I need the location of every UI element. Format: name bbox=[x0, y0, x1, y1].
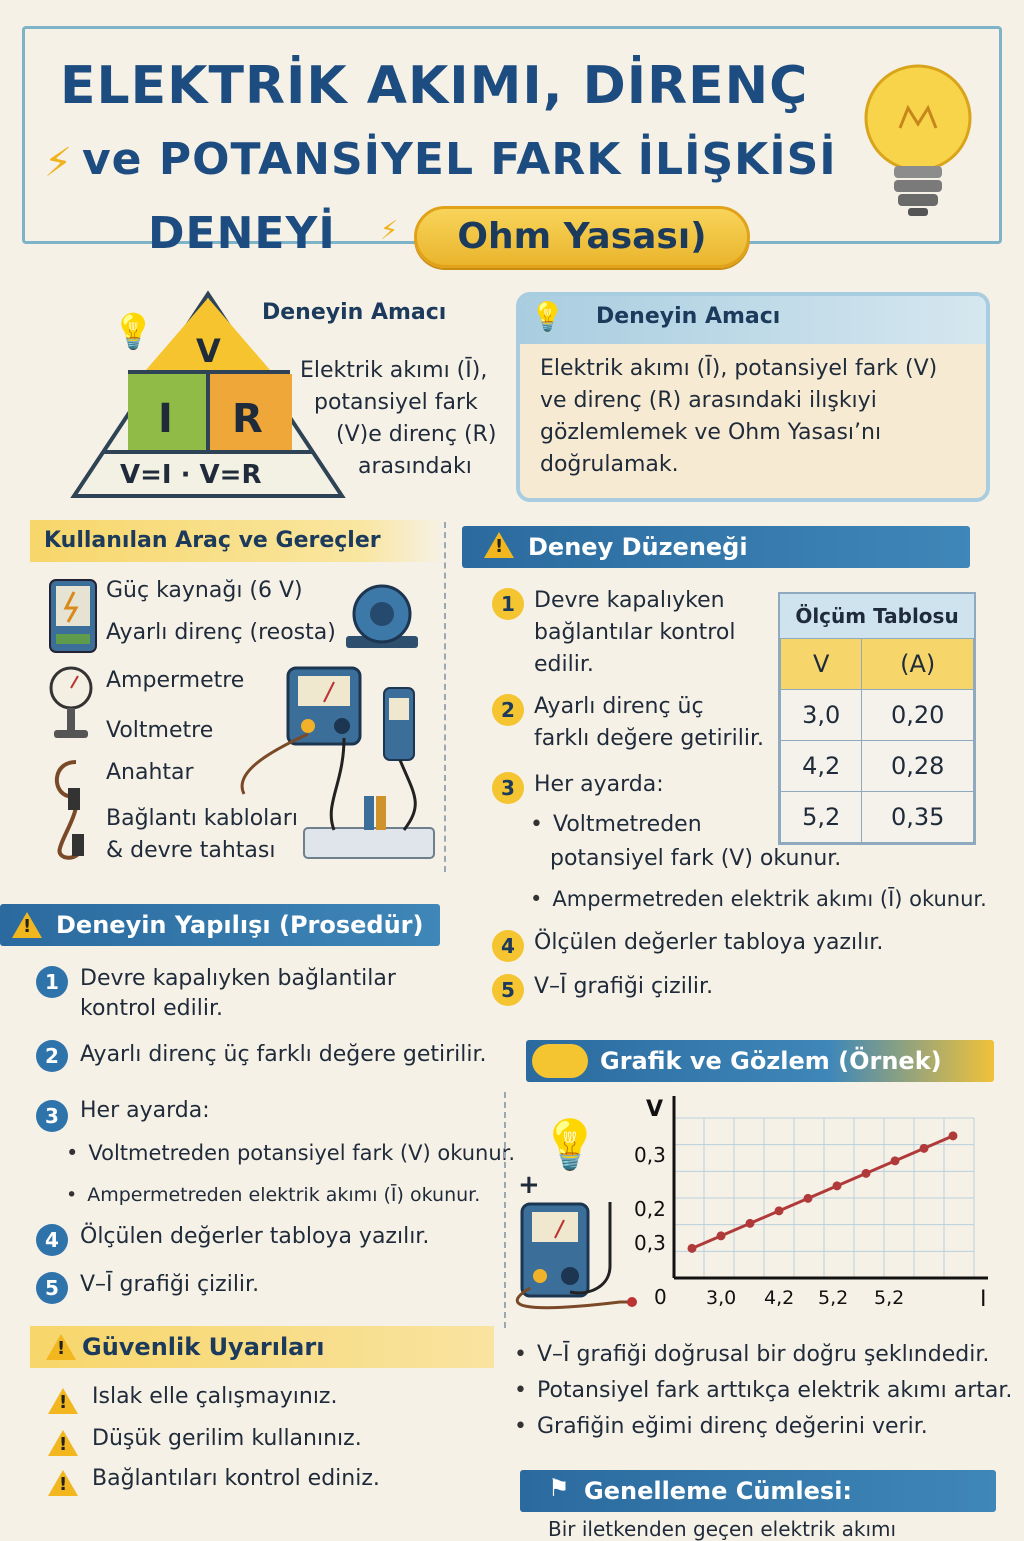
lightning-icon: ⚡ bbox=[380, 216, 399, 246]
observation-item: • Potansiyel fark arttıkça elektrik akımı artar. bbox=[514, 1376, 1012, 1406]
setup-step-text: Ayarlı direnç üç bbox=[534, 694, 704, 719]
step-number: 5 bbox=[36, 1272, 68, 1304]
setup-step-text: edilir. bbox=[534, 652, 594, 677]
measurement-table bbox=[778, 592, 976, 845]
data-point bbox=[920, 1144, 929, 1153]
procedure-step: Ölçülen değerler tabloya yazılır. bbox=[80, 1224, 430, 1249]
triangle-formula: V=I · V=R bbox=[120, 460, 262, 490]
step-number: 1 bbox=[492, 588, 524, 620]
cable-icon bbox=[48, 752, 104, 864]
title-line-1: ELEKTRİK AKIMI, DİRENÇ bbox=[60, 56, 809, 116]
warning-icon bbox=[48, 1388, 78, 1414]
aim-left-line: potansiyel fark bbox=[314, 390, 478, 415]
procedure-bullet: • Voltmetreden potansiyel fark (V) okunur. bbox=[66, 1138, 515, 1168]
x-tick-label: 4,2 bbox=[764, 1287, 795, 1309]
table-cell: 0,35 bbox=[862, 792, 974, 843]
tool-item: & devre tahtası bbox=[106, 838, 276, 863]
step-number: 1 bbox=[36, 966, 68, 998]
table-cell: 5,2 bbox=[781, 792, 862, 843]
triangle-i: I bbox=[158, 396, 173, 442]
table-cell: 0,20 bbox=[862, 690, 974, 741]
step-number: 2 bbox=[492, 694, 524, 726]
rheostat-icon bbox=[340, 582, 424, 652]
lightning-icon: ⚡ bbox=[44, 140, 73, 186]
tool-item: Bağlantı kabloları bbox=[106, 806, 298, 831]
procedure-heading: Deneyin Yapılışı (Prosedür) bbox=[0, 904, 440, 946]
x-tick-label: 5,2 bbox=[818, 1287, 849, 1309]
flag-icon: ⚑ bbox=[548, 1474, 570, 1502]
aim-left-line: Elektrik akımı (Ī), bbox=[300, 358, 488, 383]
setup-step-text: Ölçülen değerler tabloya yazılır. bbox=[534, 930, 884, 955]
safety-item: Düşük gerilim kullanınız. bbox=[92, 1426, 362, 1451]
setup-sub-text: potansiyel fark (V) okunur. bbox=[550, 846, 842, 871]
divider bbox=[444, 522, 446, 872]
warning-icon bbox=[12, 912, 42, 938]
setup-step-text: Her ayarda: bbox=[534, 772, 664, 797]
y-axis-label: V bbox=[646, 1097, 664, 1122]
aim-right-line: Elektrik akımı (Ī), potansiyel fark (V) bbox=[540, 356, 938, 381]
setup-step-text: farklı değere getirilir. bbox=[534, 726, 764, 751]
graph-heading: Grafik ve Gözlem (Örnek) bbox=[526, 1040, 994, 1082]
table-title: Ölçüm Tablosu bbox=[780, 594, 974, 638]
step-number: 2 bbox=[36, 1040, 68, 1072]
setup-sub-bullet: • Voltmetreden bbox=[530, 810, 702, 840]
procedure-step: Ayarlı direnç üç farklı değere getirilir. bbox=[80, 1042, 487, 1067]
safety-heading: Güvenlik Uyarıları bbox=[30, 1326, 494, 1368]
graph-badge-icon bbox=[532, 1044, 588, 1078]
data-point bbox=[717, 1231, 726, 1240]
x-tick-label: 0 bbox=[654, 1285, 667, 1309]
y-tick-label: 0,3 bbox=[634, 1231, 666, 1255]
v-i-chart bbox=[596, 1090, 996, 1322]
data-point bbox=[775, 1206, 784, 1215]
safety-item: Islak elle çalışmayınız. bbox=[92, 1384, 338, 1409]
table-cell: 4,2 bbox=[781, 741, 862, 792]
warning-icon bbox=[46, 1334, 76, 1360]
setup-heading: Deney Düzeneği bbox=[462, 526, 970, 568]
title-line-3: DENEYİ bbox=[148, 208, 336, 259]
light-bulb-icon: 💡 bbox=[540, 1117, 600, 1173]
step-number: 4 bbox=[492, 930, 524, 962]
setup-sub-bullet: • Ampermetreden elektrik akımı (Ī) okunur. bbox=[530, 884, 987, 914]
circuit-illustration bbox=[224, 664, 440, 870]
tools-heading: Kullanılan Araç ve Gereçler bbox=[30, 520, 444, 562]
aim-right-line: gözlemlemek ve Ohm Yasası’nı bbox=[540, 420, 882, 445]
warning-icon bbox=[48, 1470, 78, 1496]
light-bulb-icon bbox=[858, 58, 978, 220]
triangle-r: R bbox=[232, 396, 263, 442]
procedure-step: V–Ī grafiği çizilir. bbox=[80, 1272, 260, 1297]
title-line-2: ve POTANSİYEL FARK İLİŞKİSİ bbox=[82, 134, 837, 185]
table-cell: 0,28 bbox=[862, 741, 974, 792]
ammeter-icon bbox=[48, 664, 94, 744]
table-header: (A) bbox=[862, 639, 974, 690]
aim-right-line: ve direnç (R) arasındaki ilışkıyi bbox=[540, 388, 877, 413]
setup-step-text: V–Ī grafiği çizilir. bbox=[534, 974, 714, 999]
aim-left-line: (V)e direnç (R) bbox=[336, 422, 497, 447]
procedure-step: Devre kapalıyken bağlantilar bbox=[80, 966, 396, 991]
observation-item: • V–Ī grafiği doğrusal bir doğru şeklındedir. bbox=[514, 1340, 989, 1370]
step-number: 3 bbox=[36, 1100, 68, 1132]
procedure-step: Her ayarda: bbox=[80, 1098, 210, 1123]
aim-right-heading: Deneyin Amacı bbox=[596, 304, 781, 329]
light-bulb-icon: 💡 bbox=[530, 300, 565, 333]
tool-item: Güç kaynağı (6 V) bbox=[106, 578, 303, 603]
x-tick-label: 5,2 bbox=[874, 1287, 905, 1309]
data-point bbox=[891, 1156, 900, 1165]
x-axis-label: I bbox=[980, 1287, 987, 1312]
step-number: 3 bbox=[492, 772, 524, 804]
procedure-bullet: • Ampermetreden elektrik akımı (Ī) okunur. bbox=[66, 1180, 480, 1210]
setup-step-text: bağlantılar kontrol bbox=[534, 620, 736, 645]
general-text: Bir iletkenden geçen elektrik akımı bbox=[548, 1517, 897, 1541]
safety-item: Bağlantıları kontrol ediniz. bbox=[92, 1466, 380, 1491]
data-point bbox=[862, 1169, 871, 1178]
data-point bbox=[833, 1181, 842, 1190]
data-point bbox=[746, 1219, 755, 1228]
light-bulb-icon: 💡 bbox=[112, 312, 155, 352]
plus-sign: + bbox=[518, 1170, 540, 1200]
setup-step-text: Devre kapalıyken bbox=[534, 588, 725, 613]
tool-item: Ayarlı direnç (reosta) bbox=[106, 620, 336, 645]
data-point bbox=[688, 1244, 697, 1253]
data-point bbox=[949, 1131, 958, 1140]
step-number: 5 bbox=[492, 974, 524, 1006]
y-tick-label: 0,3 bbox=[634, 1143, 666, 1167]
power-supply-icon bbox=[48, 578, 98, 654]
aim-left-line: arasındakı bbox=[358, 454, 472, 479]
tool-item: Anahtar bbox=[106, 760, 194, 785]
warning-icon bbox=[484, 532, 514, 558]
step-number: 4 bbox=[36, 1224, 68, 1256]
warning-icon bbox=[48, 1430, 78, 1456]
y-tick-label: 0,2 bbox=[634, 1197, 666, 1221]
aim-left-heading: Deneyin Amacı bbox=[262, 300, 447, 325]
table-header: V bbox=[781, 639, 862, 690]
ohm-pill: Ohm Yasası) bbox=[414, 206, 750, 268]
procedure-step: kontrol edilir. bbox=[80, 996, 223, 1021]
tool-item: Voltmetre bbox=[106, 718, 214, 743]
triangle-v: V bbox=[196, 332, 221, 370]
data-point bbox=[804, 1194, 813, 1203]
table-cell: 3,0 bbox=[781, 690, 862, 741]
general-heading: Genelleme Cümlesi: bbox=[520, 1470, 996, 1512]
observation-item: • Grafiğin eğimi direnç değerini verir. bbox=[514, 1412, 928, 1442]
aim-right-line: doğrulamak. bbox=[540, 452, 679, 477]
x-tick-label: 3,0 bbox=[706, 1287, 737, 1309]
tool-item: Ampermetre bbox=[106, 668, 245, 693]
